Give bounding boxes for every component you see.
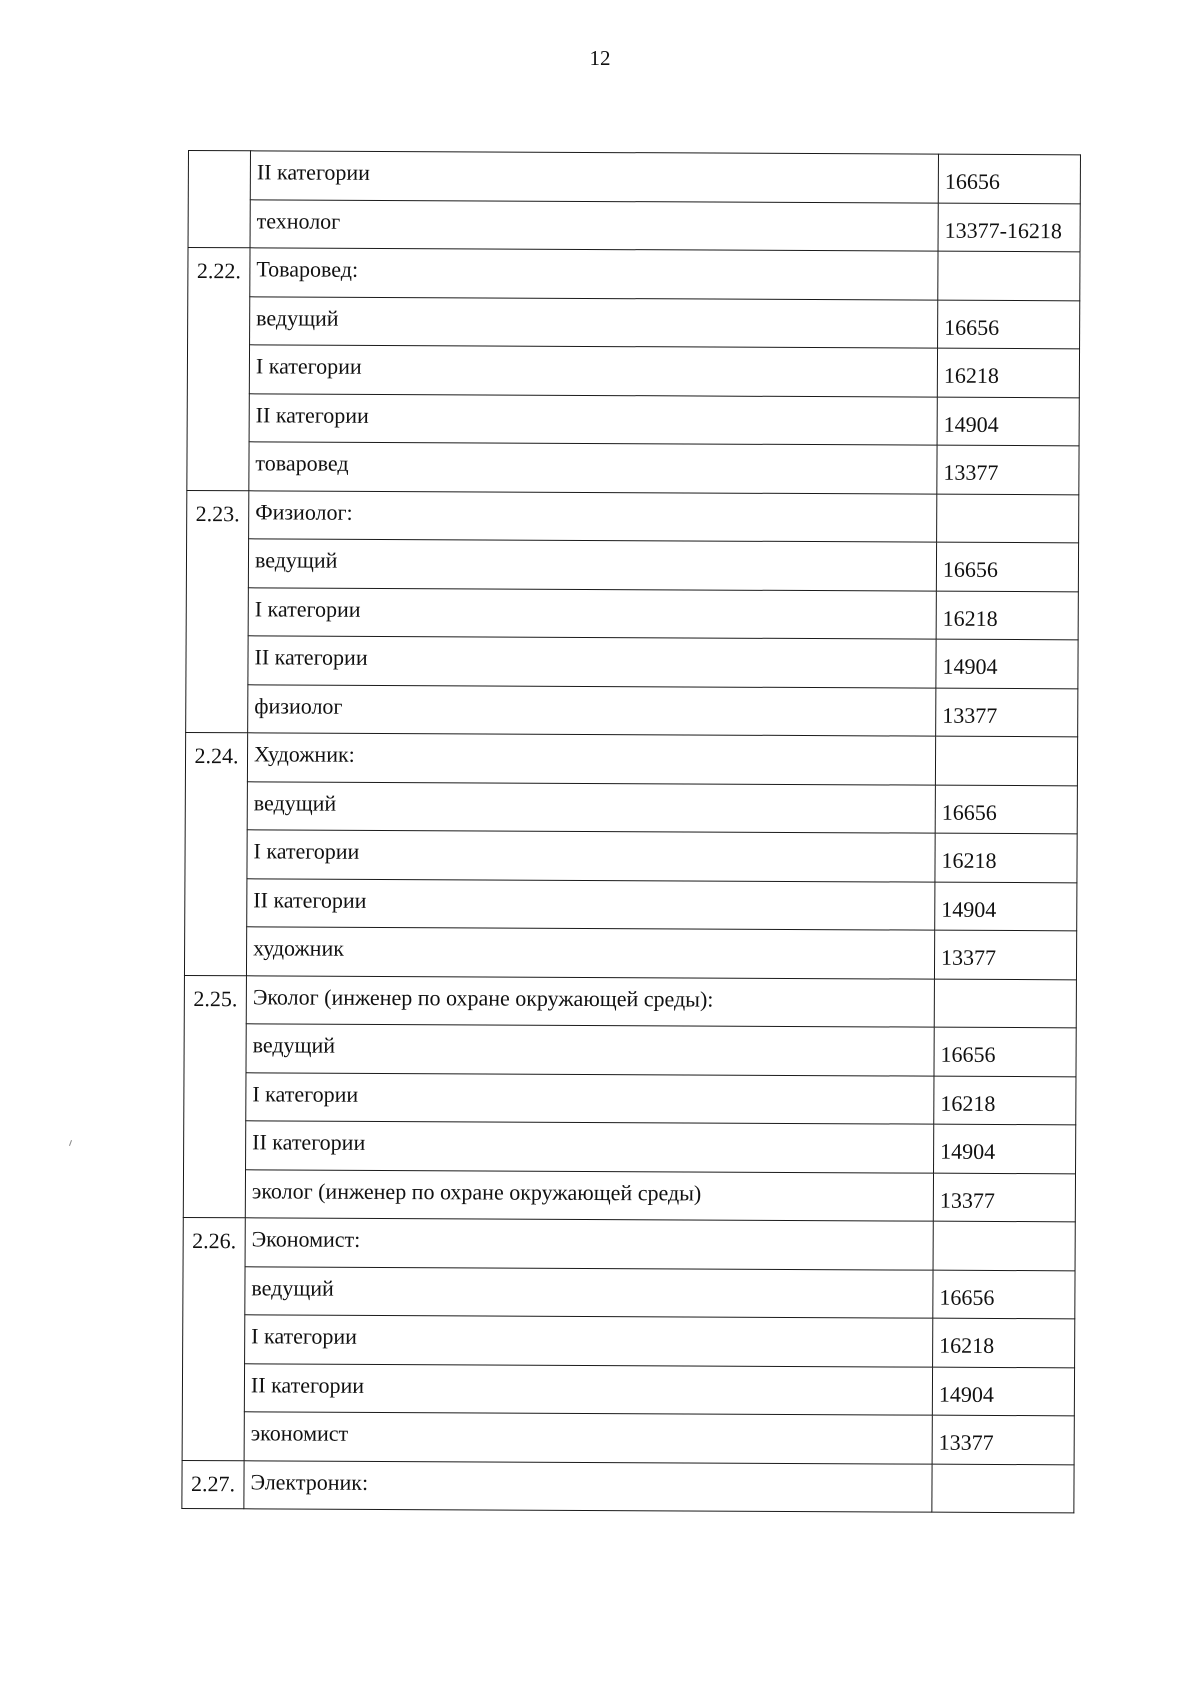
position-name: художник bbox=[246, 927, 934, 979]
table-row bbox=[183, 1217, 1075, 1270]
salary-value: 14904 bbox=[932, 1367, 1074, 1416]
position-name: Художник: bbox=[247, 733, 935, 785]
position-name: I категории bbox=[248, 587, 936, 639]
position-name: Физиолог: bbox=[249, 490, 937, 542]
salary-value: 16218 bbox=[934, 1076, 1076, 1125]
position-name: I категории bbox=[247, 830, 935, 882]
table-body bbox=[182, 151, 1081, 1513]
position-name: II категории bbox=[244, 1363, 932, 1415]
position-name: экономист bbox=[244, 1412, 932, 1464]
salary-value bbox=[934, 979, 1076, 1028]
salary-value: 14904 bbox=[934, 1124, 1076, 1173]
table-row bbox=[188, 199, 1080, 252]
table-row bbox=[185, 829, 1077, 882]
table-row bbox=[186, 684, 1078, 737]
section-number: 2.23. bbox=[186, 490, 249, 733]
section-number: 2.26. bbox=[182, 1217, 245, 1460]
salary-value bbox=[935, 736, 1077, 785]
salary-value: 16656 bbox=[938, 154, 1080, 203]
position-name: Товаровед: bbox=[250, 248, 938, 300]
salary-value: 14904 bbox=[935, 882, 1077, 931]
table-row bbox=[182, 1411, 1074, 1464]
table-row bbox=[184, 1120, 1076, 1173]
salary-value bbox=[933, 1221, 1075, 1270]
section-number: 2.25. bbox=[183, 975, 246, 1218]
position-name: II категории bbox=[250, 151, 938, 203]
salary-value: 16656 bbox=[933, 1270, 1075, 1319]
position-name: ведущий bbox=[250, 296, 938, 348]
salary-table bbox=[181, 150, 1081, 1513]
table-row bbox=[184, 1072, 1076, 1125]
table-row bbox=[188, 248, 1080, 301]
salary-value: 16656 bbox=[938, 300, 1080, 349]
position-name: II категории bbox=[247, 878, 935, 930]
salary-value bbox=[932, 1464, 1074, 1513]
table-row bbox=[183, 1314, 1075, 1367]
salary-value: 16656 bbox=[936, 542, 1078, 591]
table-row bbox=[187, 393, 1079, 446]
position-name: I категории bbox=[249, 345, 937, 397]
salary-value: 13377 bbox=[936, 688, 1078, 737]
position-name: Электроник: bbox=[244, 1460, 932, 1512]
table-row bbox=[183, 1266, 1075, 1319]
table-row bbox=[186, 635, 1078, 688]
table-row bbox=[184, 975, 1076, 1028]
table-row bbox=[187, 441, 1079, 494]
table-row bbox=[186, 538, 1078, 591]
table-row bbox=[187, 490, 1079, 543]
salary-value: 16218 bbox=[937, 348, 1079, 397]
position-name: ведущий bbox=[245, 1266, 933, 1318]
position-name: эколог (инженер по охране окружающей среды) bbox=[245, 1169, 933, 1221]
salary-value bbox=[938, 251, 1080, 300]
position-name: Экономист: bbox=[245, 1218, 933, 1270]
table-row bbox=[187, 345, 1079, 398]
table-row bbox=[182, 1460, 1074, 1513]
position-name: I категории bbox=[245, 1315, 933, 1367]
position-name: II категории bbox=[246, 1121, 934, 1173]
position-name: товаровед bbox=[249, 442, 937, 494]
table-row bbox=[183, 1169, 1075, 1222]
position-name: технолог bbox=[250, 199, 938, 251]
salary-value: 16218 bbox=[933, 1318, 1075, 1367]
table-row bbox=[182, 1363, 1074, 1416]
salary-value: 16218 bbox=[936, 591, 1078, 640]
table-row bbox=[188, 151, 1080, 204]
table-row bbox=[184, 926, 1076, 979]
salary-value: 13377 bbox=[933, 1173, 1075, 1222]
page-number: 12 bbox=[589, 46, 611, 70]
position-name: II категории bbox=[248, 636, 936, 688]
position-name: ведущий bbox=[247, 781, 935, 833]
section-number: 2.27. bbox=[182, 1460, 244, 1509]
section-number bbox=[188, 151, 250, 248]
salary-value: 14904 bbox=[936, 639, 1078, 688]
salary-value: 14904 bbox=[937, 397, 1079, 446]
position-name: II категории bbox=[249, 393, 937, 445]
table-row bbox=[186, 587, 1078, 640]
salary-value: 16656 bbox=[934, 1027, 1076, 1076]
table-row bbox=[185, 781, 1077, 834]
salary-value: 16218 bbox=[935, 833, 1077, 882]
position-name: Эколог (инженер по охране окружающей среды): bbox=[246, 975, 934, 1027]
table-row bbox=[184, 1023, 1076, 1076]
salary-value: 13377 bbox=[932, 1415, 1074, 1464]
scan-speck bbox=[69, 1140, 72, 1146]
salary-value: 13377 bbox=[934, 930, 1076, 979]
section-number: 2.22. bbox=[187, 248, 250, 491]
salary-value: 13377-16218 bbox=[938, 203, 1080, 252]
position-name: ведущий bbox=[246, 1024, 934, 1076]
table-row bbox=[188, 296, 1080, 349]
table-row bbox=[185, 732, 1077, 785]
salary-value: 13377 bbox=[937, 445, 1079, 494]
position-name: физиолог bbox=[248, 684, 936, 736]
table-row bbox=[185, 878, 1077, 931]
salary-value: 16656 bbox=[935, 785, 1077, 834]
salary-value bbox=[937, 494, 1079, 543]
position-name: ведущий bbox=[248, 539, 936, 591]
section-number: 2.24. bbox=[184, 732, 247, 975]
position-name: I категории bbox=[246, 1072, 934, 1124]
